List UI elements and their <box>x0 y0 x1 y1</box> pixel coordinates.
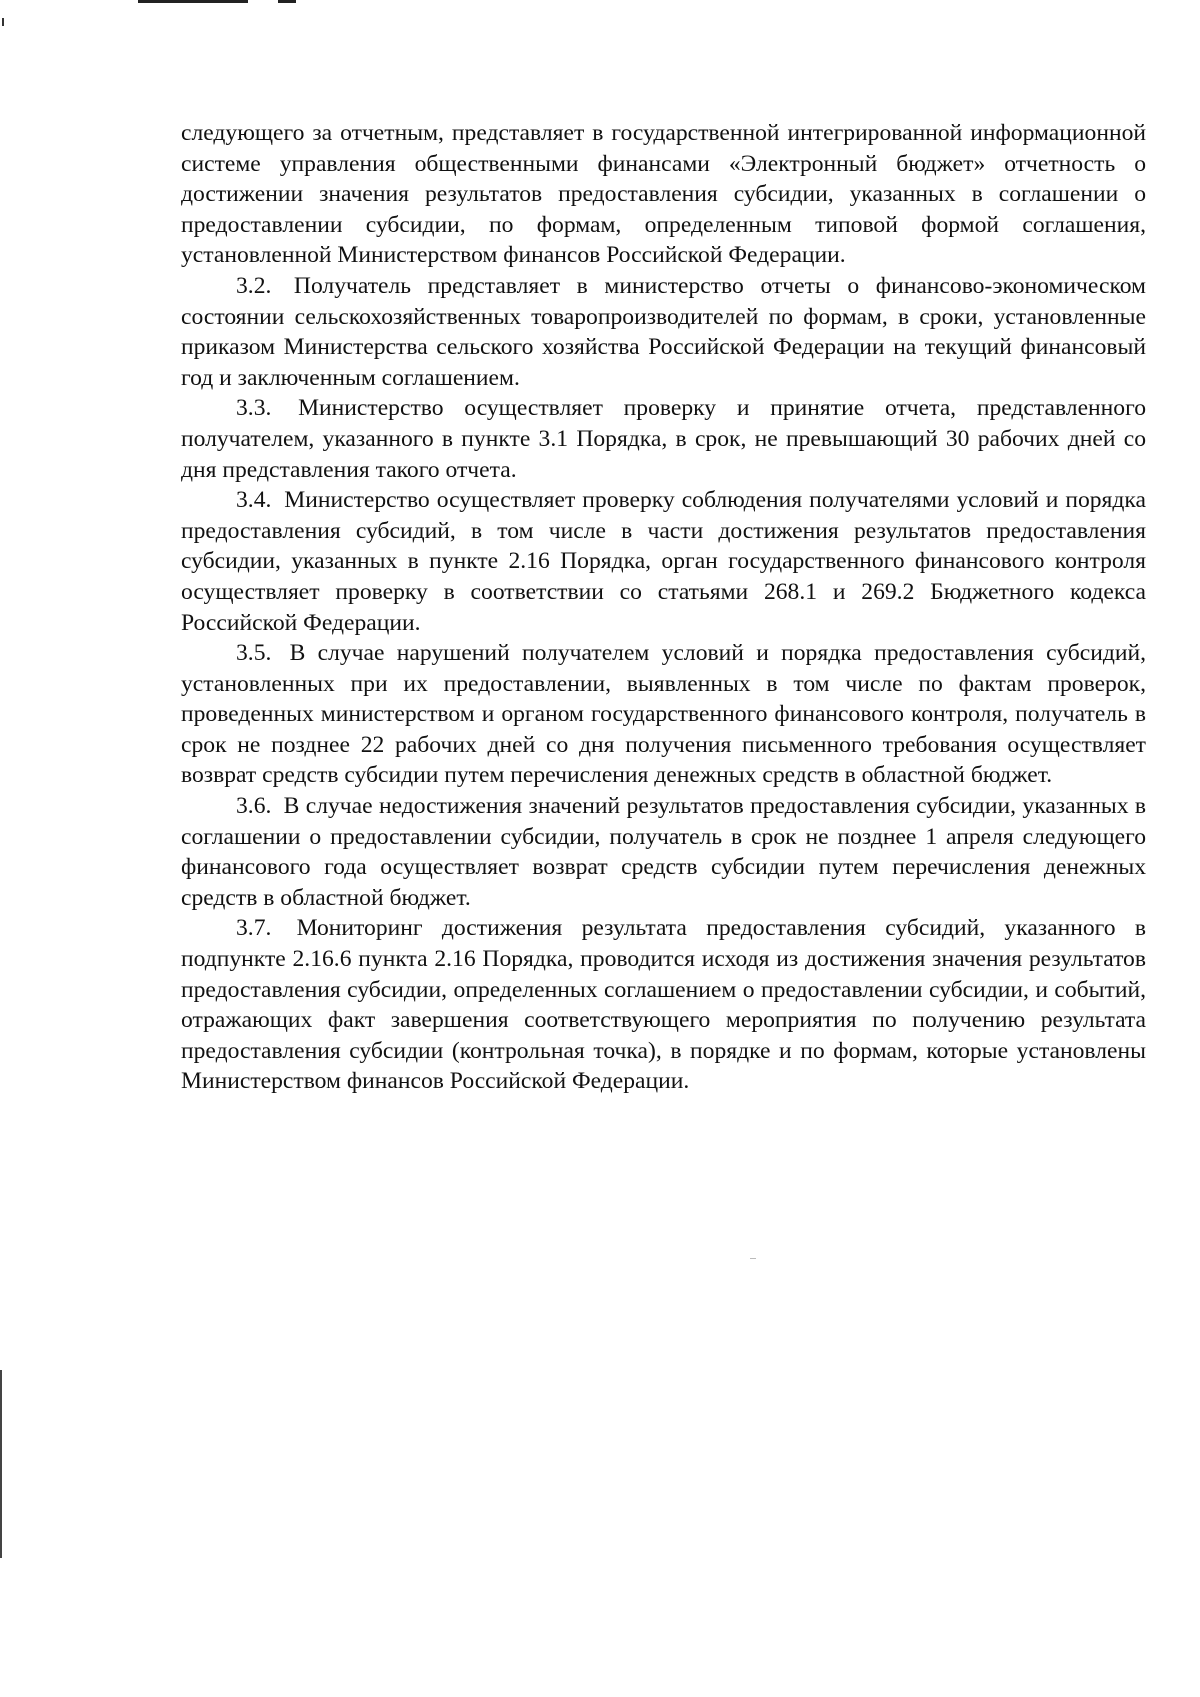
paragraph-3-3 <box>181 393 1146 485</box>
paragraph-3-2 <box>181 271 1146 393</box>
scan-artifact-dot <box>750 1258 756 1259</box>
paragraph-text: следующего за отчетным, представляет в государственной интегрированной информационной системе управления общественными финансами «Электронный бюджет» отчетность о достижении значения результатов предоставления субсидии, указанных в соглашении о предоставлении субсидии, по формам, определенным типовой формой соглашения, установленной Министерством финансов Российской Федерации. <box>181 120 1146 269</box>
paragraph-3-5 <box>181 638 1146 791</box>
paragraph-number: 3.3. <box>236 395 272 422</box>
paragraph-number: 3.2. <box>236 272 272 299</box>
paragraph-text: Министерство осуществляет проверку и принятие отчета, представленного получателем, указанного в пункте 3.1 Порядка, в срок, не превышающий 30 рабочих дней со дня представления такого отчета. <box>181 395 1146 483</box>
scan-artifact-top <box>138 0 248 3</box>
paragraph-text: Министерство осуществляет проверку соблюдения получателями условий и порядка предоставления субсидий, в том числе в части достижения результатов предоставления субсидии, указанных в пункте 2.16 Порядка, орган государственного финансового контроля осуществляет проверку в соответствии со статьями 268.1 и 269.2 Бюджетного кодекса Российской Федерации. <box>181 487 1146 636</box>
scan-artifact-top-small <box>278 0 296 3</box>
paragraph-number: 3.6. <box>236 793 272 820</box>
paragraph-number: 3.5. <box>236 640 272 667</box>
paragraph-3-4 <box>181 485 1146 638</box>
paragraph-text: В случае нарушений получателем условий и порядка предоставления субсидий, установленных при их предоставлении, выявленных в том числе по фактам проверок, проведенных министерством и органом государственного финансового контроля, получатель в срок не позднее 22 рабочих дней со дня получения письменного требования осуществляет возврат средств субсидии путем перечисления денежных средств в областной бюджет. <box>181 640 1146 789</box>
scan-artifact-left-edge <box>0 1370 2 1558</box>
document-body <box>181 118 1146 1097</box>
paragraph-text: В случае недостижения значений результатов предоставления субсидии, указанных в соглашении о предоставлении субсидии, получатель в срок не позднее 1 апреля следующего финансового года осуществляет возврат средств субсидии путем перечисления денежных средств в областной бюджет. <box>181 793 1146 911</box>
paragraph-3-7 <box>181 913 1146 1097</box>
paragraph-number: 3.4. <box>236 487 272 514</box>
scan-artifact-corner <box>2 18 4 26</box>
paragraph-text: Получатель представляет в министерство отчеты о финансово-экономическом состоянии сельскохозяйственных товаропроизводителей по формам, в сроки, установленные приказом Министерства сельского хозяйства Российской Федерации на текущий финансовый год и заключенным соглашением. <box>181 272 1146 391</box>
paragraph-number: 3.7. <box>236 915 272 942</box>
paragraph-continuation <box>181 118 1146 271</box>
paragraph-3-6 <box>181 791 1146 913</box>
paragraph-text: Мониторинг достижения результата предоставления субсидий, указанного в подпункте 2.16.6 пункта 2.16 Порядка, проводится исходя из достижения значения результатов предоставления субсидии, определенных соглашением о предоставлении субсидии, и событий, отражающих факт завершения соответствующего мероприятия по получению результата предоставления субсидии (контрольная точка), в порядке и по формам, которые установлены Министерством финансов Российской Федерации. <box>181 915 1146 1095</box>
